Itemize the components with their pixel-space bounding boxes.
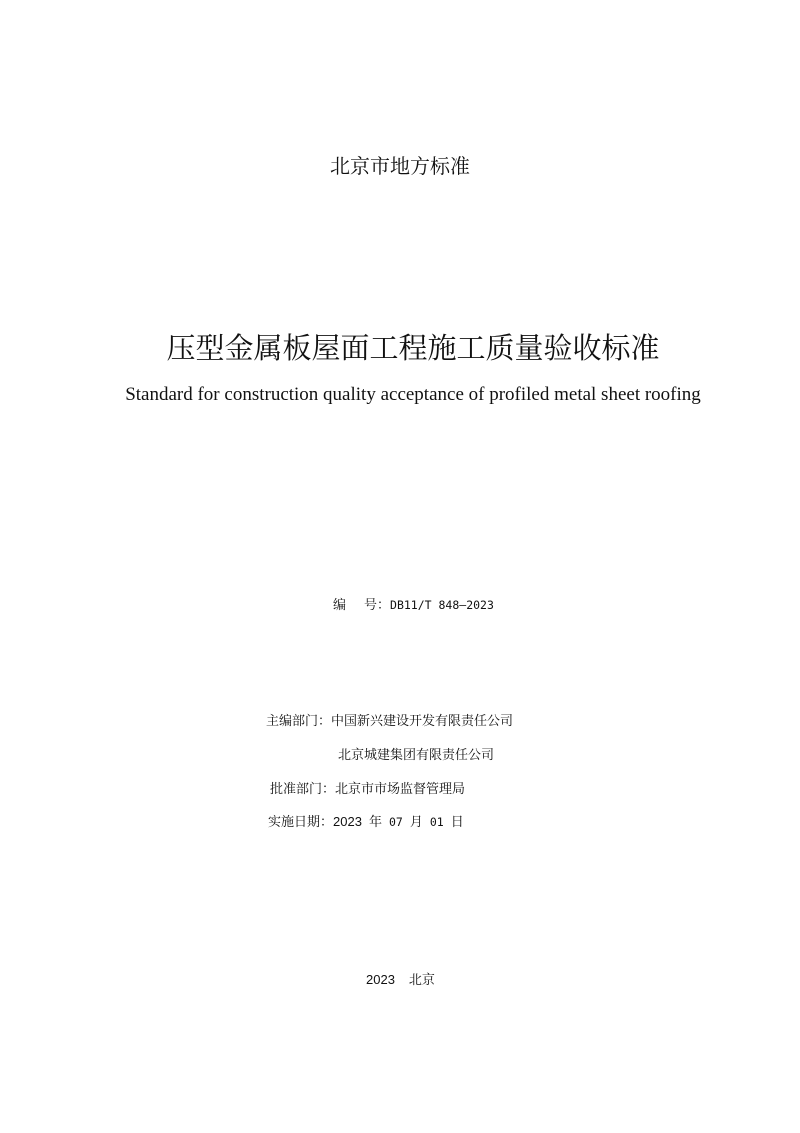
standard-code-value: DB11/T 848—2023 <box>390 598 494 612</box>
chief-editor-row <box>266 710 513 729</box>
effective-date-day-unit: 日 <box>450 815 464 830</box>
effective-date-month: 07 <box>388 815 403 829</box>
chief-editor-label: 主编部门： <box>266 714 332 729</box>
publication-year: 2023 <box>366 972 395 987</box>
chief-editor-org-2: 北京城建集团有限责任公司 <box>338 748 495 763</box>
standard-code-label-b: 号： <box>364 598 391 613</box>
approver-value: 北京市市场监督管理局 <box>335 782 466 797</box>
standard-title-chinese: 压型金属板屋面工程施工质量验收标准 <box>166 331 660 365</box>
chief-editor-row-2 <box>338 744 494 763</box>
effective-date-month-unit: 月 <box>409 815 423 830</box>
standard-title-english: Standard for construction quality acceptance of profiled metal sheet roofing <box>125 384 701 405</box>
effective-date-day: 01 <box>429 815 444 829</box>
issuer-heading: 北京市地方标准 <box>330 154 470 178</box>
chief-editor-org-1: 中国新兴建设开发有限责任公司 <box>331 714 514 729</box>
effective-date-year-unit: 年 <box>368 815 382 830</box>
standard-code-row <box>333 594 494 613</box>
publication-place: 北京 <box>408 973 435 988</box>
standard-code-label-a: 编 <box>333 598 347 613</box>
effective-date-year: 2023 <box>333 814 362 829</box>
effective-date-row <box>268 811 471 830</box>
approver-row <box>270 778 465 797</box>
publication-footer <box>366 969 435 988</box>
approver-label: 批准部门： <box>270 782 336 797</box>
effective-date-label: 实施日期： <box>268 815 334 830</box>
